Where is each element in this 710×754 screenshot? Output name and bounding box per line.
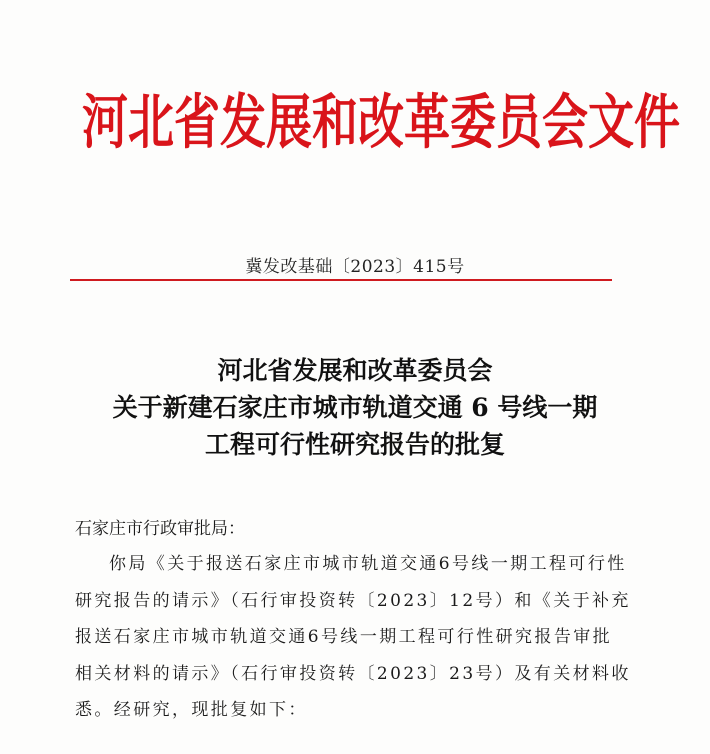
body-line: 研究报告的请示》（石行审投资转〔2023〕12号）和《关于补充 <box>75 590 631 611</box>
document-title-line-2: 关于新建石家庄市城市轨道交通 6 号线一期 <box>112 393 598 422</box>
document-title-line-1: 河北省发展和改革委员会 <box>217 356 493 385</box>
document-title-line-3: 工程可行性研究报告的批复 <box>204 430 505 459</box>
body-line: 报送石家庄市城市轨道交通6号线一期工程可行性研究报告审批 <box>75 627 613 647</box>
addressee: 石家庄市行政审批局： <box>75 519 245 539</box>
issuer-header-title: 河北省发展和改革委员会文件 <box>82 87 680 157</box>
header-divider <box>70 279 612 281</box>
document-title <box>0 352 710 463</box>
body-line: 你局《关于报送石家庄市城市轨道交通6号线一期工程可行性 <box>109 554 627 574</box>
body-paragraph <box>75 546 650 729</box>
document-number: 冀发改基础〔2023〕415号 <box>245 257 465 277</box>
body-line: 悉。经研究，现批复如下： <box>75 700 308 720</box>
body-line: 相关材料的请示》（石行审投资转〔2023〕23号）及有关材料收 <box>75 663 631 684</box>
